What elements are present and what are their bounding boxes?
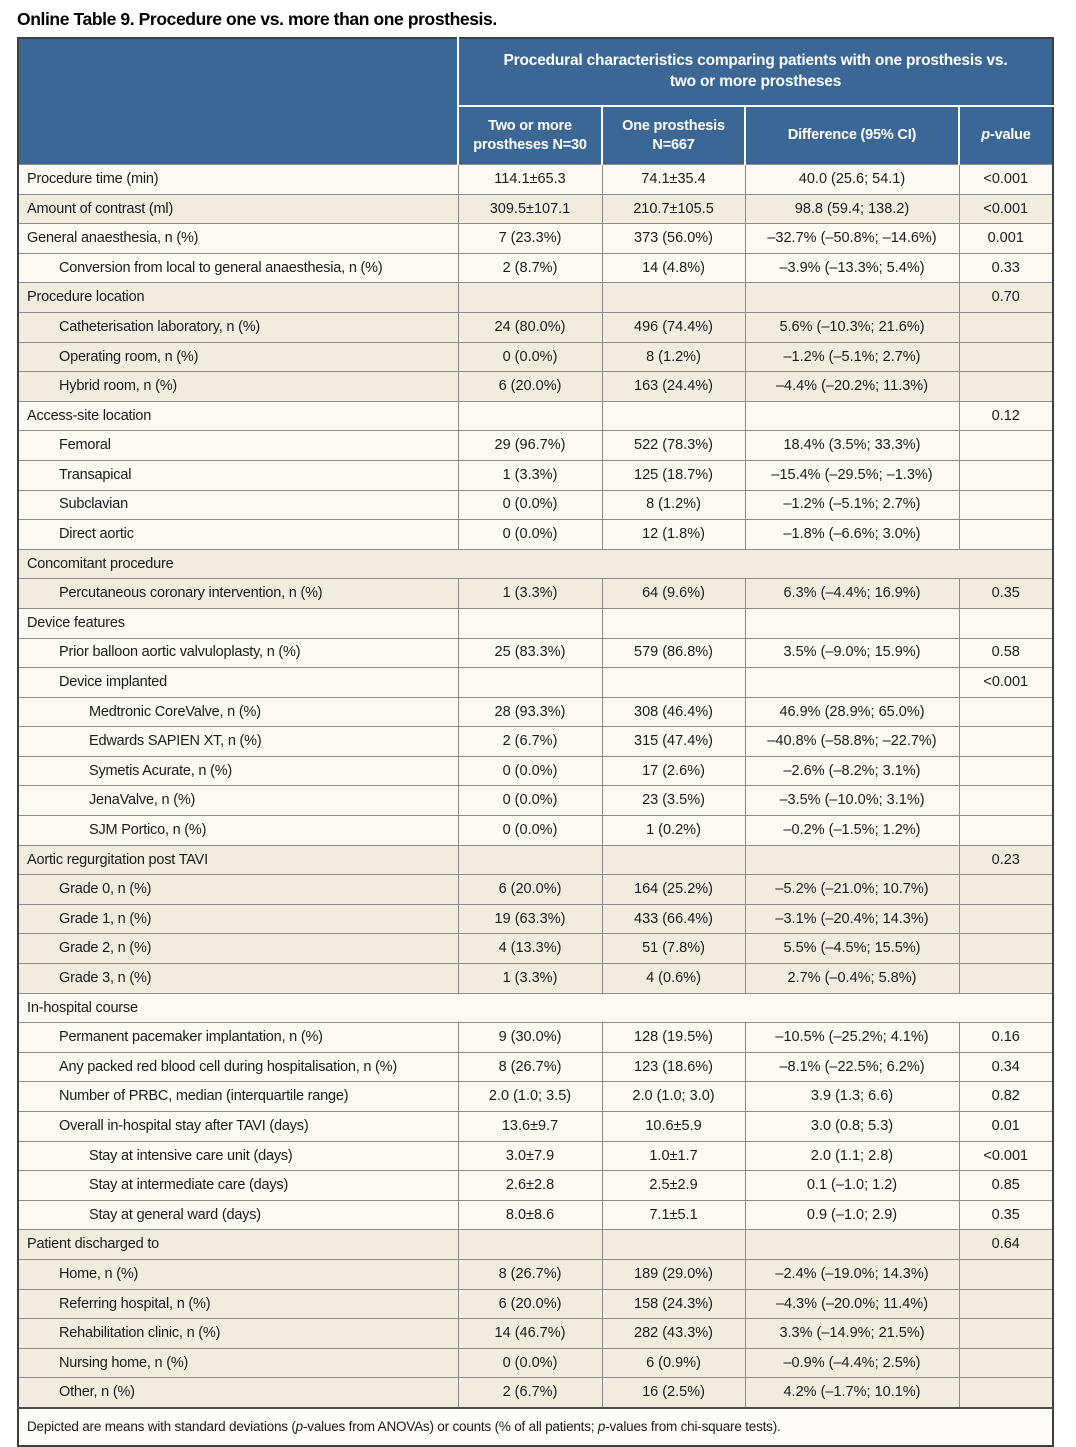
value-p: 0.82 xyxy=(959,1082,1053,1112)
value-one-prosthesis: 1.0±1.7 xyxy=(602,1141,745,1171)
value-p: <0.001 xyxy=(959,194,1053,224)
table-row xyxy=(18,875,1053,905)
value-one-prosthesis: 189 (29.0%) xyxy=(602,1259,745,1289)
value-difference: 5.5% (–4.5%; 15.5%) xyxy=(745,934,959,964)
value-p xyxy=(959,520,1053,550)
value-difference: 46.9% (28.9%; 65.0%) xyxy=(745,697,959,727)
value-one-prosthesis: 158 (24.3%) xyxy=(602,1289,745,1319)
value-one-prosthesis: 315 (47.4%) xyxy=(602,727,745,757)
value-difference: –15.4% (–29.5%; –1.3%) xyxy=(745,460,959,490)
footnote-row xyxy=(18,1408,1053,1446)
value-p: 0.12 xyxy=(959,401,1053,431)
value-difference xyxy=(745,845,959,875)
value-two-or-more: 14 (46.7%) xyxy=(458,1319,602,1349)
value-p xyxy=(959,964,1053,994)
value-two-or-more: 0 (0.0%) xyxy=(458,490,602,520)
table-row xyxy=(18,224,1053,254)
value-p xyxy=(959,342,1053,372)
value-p xyxy=(959,875,1053,905)
value-difference xyxy=(745,401,959,431)
value-p: 0.34 xyxy=(959,1052,1053,1082)
value-p: 0.85 xyxy=(959,1171,1053,1201)
table-row xyxy=(18,401,1053,431)
table-row xyxy=(18,1230,1053,1260)
value-difference: 0.9 (–1.0; 2.9) xyxy=(745,1200,959,1230)
table-row xyxy=(18,283,1053,313)
value-p xyxy=(959,1348,1053,1378)
value-two-or-more: 6 (20.0%) xyxy=(458,1289,602,1319)
value-one-prosthesis: 8 (1.2%) xyxy=(602,490,745,520)
value-one-prosthesis xyxy=(602,608,745,638)
row-label: Device implanted xyxy=(18,668,458,698)
value-two-or-more: 1 (3.3%) xyxy=(458,460,602,490)
value-two-or-more: 2.0 (1.0; 3.5) xyxy=(458,1082,602,1112)
value-difference: –10.5% (–25.2%; 4.1%) xyxy=(745,1023,959,1053)
table-row xyxy=(18,520,1053,550)
value-one-prosthesis: 6 (0.9%) xyxy=(602,1348,745,1378)
value-p xyxy=(959,727,1053,757)
row-label: Stay at intensive care unit (days) xyxy=(18,1141,458,1171)
value-p xyxy=(959,312,1053,342)
value-two-or-more xyxy=(458,608,602,638)
table-body xyxy=(18,165,1053,1408)
value-two-or-more: 2 (8.7%) xyxy=(458,253,602,283)
table-row xyxy=(18,1171,1053,1201)
row-label: Aortic regurgitation post TAVI xyxy=(18,845,458,875)
value-p: <0.001 xyxy=(959,1141,1053,1171)
value-p: 0.001 xyxy=(959,224,1053,254)
table-row xyxy=(18,934,1053,964)
value-difference: –4.4% (–20.2%; 11.3%) xyxy=(745,372,959,402)
row-label: Patient discharged to xyxy=(18,1230,458,1260)
value-two-or-more: 1 (3.3%) xyxy=(458,964,602,994)
table-row xyxy=(18,904,1053,934)
value-p: 0.58 xyxy=(959,638,1053,668)
value-one-prosthesis: 10.6±5.9 xyxy=(602,1112,745,1142)
value-one-prosthesis: 23 (3.5%) xyxy=(602,786,745,816)
row-label: Grade 3, n (%) xyxy=(18,964,458,994)
value-two-or-more: 25 (83.3%) xyxy=(458,638,602,668)
value-p xyxy=(959,460,1053,490)
table-row xyxy=(18,431,1053,461)
table-row xyxy=(18,608,1053,638)
value-p: 0.23 xyxy=(959,845,1053,875)
row-label: In-hospital course xyxy=(18,993,1053,1023)
table-row xyxy=(18,579,1053,609)
row-label: Hybrid room, n (%) xyxy=(18,372,458,402)
table-row xyxy=(18,756,1053,786)
table-row xyxy=(18,549,1053,579)
value-two-or-more xyxy=(458,668,602,698)
value-two-or-more: 8 (26.7%) xyxy=(458,1259,602,1289)
value-difference xyxy=(745,283,959,313)
value-two-or-more: 0 (0.0%) xyxy=(458,1348,602,1378)
row-label: Any packed red blood cell during hospitalisation, n (%) xyxy=(18,1052,458,1082)
value-one-prosthesis: 125 (18.7%) xyxy=(602,460,745,490)
document-page xyxy=(0,9,1076,1447)
value-two-or-more: 7 (23.3%) xyxy=(458,224,602,254)
value-two-or-more: 1 (3.3%) xyxy=(458,579,602,609)
value-difference: –4.3% (–20.0%; 11.4%) xyxy=(745,1289,959,1319)
value-difference: –1.2% (–5.1%; 2.7%) xyxy=(745,342,959,372)
table-row xyxy=(18,1378,1053,1408)
value-difference: 6.3% (–4.4%; 16.9%) xyxy=(745,579,959,609)
value-difference: 3.5% (–9.0%; 15.9%) xyxy=(745,638,959,668)
value-p: 0.35 xyxy=(959,579,1053,609)
value-two-or-more: 8 (26.7%) xyxy=(458,1052,602,1082)
value-one-prosthesis: 164 (25.2%) xyxy=(602,875,745,905)
value-difference: –5.2% (–21.0%; 10.7%) xyxy=(745,875,959,905)
col-header-p-value: p-value xyxy=(959,106,1053,165)
value-two-or-more: 309.5±107.1 xyxy=(458,194,602,224)
value-difference: 3.0 (0.8; 5.3) xyxy=(745,1112,959,1142)
value-two-or-more: 2 (6.7%) xyxy=(458,1378,602,1408)
value-difference: –1.8% (–6.6%; 3.0%) xyxy=(745,520,959,550)
value-two-or-more: 13.6±9.7 xyxy=(458,1112,602,1142)
table-row xyxy=(18,372,1053,402)
row-label: Percutaneous coronary intervention, n (%) xyxy=(18,579,458,609)
value-one-prosthesis: 4 (0.6%) xyxy=(602,964,745,994)
value-difference: 2.7% (–0.4%; 5.8%) xyxy=(745,964,959,994)
table-row xyxy=(18,786,1053,816)
value-one-prosthesis: 17 (2.6%) xyxy=(602,756,745,786)
row-label: Medtronic CoreValve, n (%) xyxy=(18,697,458,727)
value-one-prosthesis: 210.7±105.5 xyxy=(602,194,745,224)
row-label: Access-site location xyxy=(18,401,458,431)
value-two-or-more: 29 (96.7%) xyxy=(458,431,602,461)
value-one-prosthesis: 128 (19.5%) xyxy=(602,1023,745,1053)
value-one-prosthesis: 64 (9.6%) xyxy=(602,579,745,609)
table-row xyxy=(18,668,1053,698)
value-two-or-more: 6 (20.0%) xyxy=(458,875,602,905)
value-one-prosthesis xyxy=(602,668,745,698)
value-two-or-more: 28 (93.3%) xyxy=(458,697,602,727)
value-one-prosthesis: 433 (66.4%) xyxy=(602,904,745,934)
table-header xyxy=(18,38,1053,165)
table-row xyxy=(18,964,1053,994)
table-row xyxy=(18,1052,1053,1082)
value-difference: 3.9 (1.3; 6.6) xyxy=(745,1082,959,1112)
table-footnote: Depicted are means with standard deviations (p-values from ANOVAs) or counts (% of all patients; p-values from chi-square tests). xyxy=(18,1408,1053,1446)
page-title: Online Table 9. Procedure one vs. more than one prosthesis. xyxy=(17,9,497,29)
row-label: Stay at general ward (days) xyxy=(18,1200,458,1230)
value-difference: 4.2% (–1.7%; 10.1%) xyxy=(745,1378,959,1408)
col-header-two-or-more: Two or more prostheses N=30 xyxy=(458,106,602,165)
value-difference: –1.2% (–5.1%; 2.7%) xyxy=(745,490,959,520)
row-label: Rehabilitation clinic, n (%) xyxy=(18,1319,458,1349)
value-p xyxy=(959,786,1053,816)
value-one-prosthesis xyxy=(602,401,745,431)
group-header-row xyxy=(18,38,1053,106)
value-p xyxy=(959,756,1053,786)
row-label: General anaesthesia, n (%) xyxy=(18,224,458,254)
value-two-or-more: 0 (0.0%) xyxy=(458,816,602,846)
table-row xyxy=(18,845,1053,875)
value-difference: –32.7% (–50.8%; –14.6%) xyxy=(745,224,959,254)
value-two-or-more: 114.1±65.3 xyxy=(458,165,602,195)
value-one-prosthesis: 579 (86.8%) xyxy=(602,638,745,668)
value-difference: –3.5% (–10.0%; 3.1%) xyxy=(745,786,959,816)
table-row xyxy=(18,165,1053,195)
value-difference: 40.0 (25.6; 54.1) xyxy=(745,165,959,195)
row-label: Grade 0, n (%) xyxy=(18,875,458,905)
table-row xyxy=(18,1259,1053,1289)
value-difference: 0.1 (–1.0; 1.2) xyxy=(745,1171,959,1201)
row-label: Device features xyxy=(18,608,458,638)
value-p: <0.001 xyxy=(959,165,1053,195)
value-difference: 18.4% (3.5%; 33.3%) xyxy=(745,431,959,461)
table-row xyxy=(18,490,1053,520)
value-one-prosthesis: 51 (7.8%) xyxy=(602,934,745,964)
value-one-prosthesis: 373 (56.0%) xyxy=(602,224,745,254)
table-row xyxy=(18,993,1053,1023)
value-two-or-more: 4 (13.3%) xyxy=(458,934,602,964)
value-two-or-more: 9 (30.0%) xyxy=(458,1023,602,1053)
row-label: Stay at intermediate care (days) xyxy=(18,1171,458,1201)
value-two-or-more xyxy=(458,401,602,431)
table-row xyxy=(18,697,1053,727)
value-p xyxy=(959,816,1053,846)
value-two-or-more: 3.0±7.9 xyxy=(458,1141,602,1171)
value-difference: –3.1% (–20.4%; 14.3%) xyxy=(745,904,959,934)
value-two-or-more: 19 (63.3%) xyxy=(458,904,602,934)
col-header-one-prosthesis: One prosthesis N=667 xyxy=(602,106,745,165)
value-difference xyxy=(745,608,959,638)
value-p: <0.001 xyxy=(959,668,1053,698)
value-difference: 5.6% (–10.3%; 21.6%) xyxy=(745,312,959,342)
table-row xyxy=(18,727,1053,757)
value-difference: 2.0 (1.1; 2.8) xyxy=(745,1141,959,1171)
table-row xyxy=(18,1082,1053,1112)
row-label: Prior balloon aortic valvuloplasty, n (%) xyxy=(18,638,458,668)
row-label: Grade 2, n (%) xyxy=(18,934,458,964)
value-one-prosthesis: 2.5±2.9 xyxy=(602,1171,745,1201)
table-row xyxy=(18,1200,1053,1230)
value-two-or-more: 6 (20.0%) xyxy=(458,372,602,402)
value-two-or-more: 0 (0.0%) xyxy=(458,786,602,816)
value-p: 0.70 xyxy=(959,283,1053,313)
value-p xyxy=(959,372,1053,402)
value-p xyxy=(959,431,1053,461)
value-one-prosthesis: 7.1±5.1 xyxy=(602,1200,745,1230)
table-row xyxy=(18,253,1053,283)
row-label: Overall in-hospital stay after TAVI (days) xyxy=(18,1112,458,1142)
value-p: 0.16 xyxy=(959,1023,1053,1053)
value-p: 0.33 xyxy=(959,253,1053,283)
value-difference: 98.8 (59.4; 138.2) xyxy=(745,194,959,224)
value-one-prosthesis: 282 (43.3%) xyxy=(602,1319,745,1349)
value-p xyxy=(959,934,1053,964)
table-row xyxy=(18,312,1053,342)
value-one-prosthesis: 123 (18.6%) xyxy=(602,1052,745,1082)
table-row xyxy=(18,638,1053,668)
value-one-prosthesis: 308 (46.4%) xyxy=(602,697,745,727)
row-label: Amount of contrast (ml) xyxy=(18,194,458,224)
row-label: Referring hospital, n (%) xyxy=(18,1289,458,1319)
value-two-or-more xyxy=(458,1230,602,1260)
row-label: Subclavian xyxy=(18,490,458,520)
value-one-prosthesis xyxy=(602,283,745,313)
value-one-prosthesis: 163 (24.4%) xyxy=(602,372,745,402)
table-row xyxy=(18,460,1053,490)
table-row xyxy=(18,194,1053,224)
value-one-prosthesis: 16 (2.5%) xyxy=(602,1378,745,1408)
value-p xyxy=(959,1289,1053,1319)
value-one-prosthesis: 2.0 (1.0; 3.0) xyxy=(602,1082,745,1112)
value-p xyxy=(959,697,1053,727)
row-label: Conversion from local to general anaesthesia, n (%) xyxy=(18,253,458,283)
value-difference: –2.6% (–8.2%; 3.1%) xyxy=(745,756,959,786)
group-header: Procedural characteristics comparing patients with one prosthesis vs. two or more prostheses xyxy=(458,38,1053,106)
row-label: Permanent pacemaker implantation, n (%) xyxy=(18,1023,458,1053)
value-p xyxy=(959,490,1053,520)
col-header-difference: Difference (95% CI) xyxy=(745,106,959,165)
table-row xyxy=(18,1348,1053,1378)
table-row xyxy=(18,1289,1053,1319)
value-difference: –8.1% (–22.5%; 6.2%) xyxy=(745,1052,959,1082)
value-two-or-more: 0 (0.0%) xyxy=(458,342,602,372)
value-one-prosthesis: 8 (1.2%) xyxy=(602,342,745,372)
value-one-prosthesis: 1 (0.2%) xyxy=(602,816,745,846)
table-row xyxy=(18,1112,1053,1142)
value-difference: –0.9% (–4.4%; 2.5%) xyxy=(745,1348,959,1378)
value-p xyxy=(959,904,1053,934)
value-two-or-more: 2.6±2.8 xyxy=(458,1171,602,1201)
value-one-prosthesis: 522 (78.3%) xyxy=(602,431,745,461)
value-one-prosthesis xyxy=(602,845,745,875)
row-label: Femoral xyxy=(18,431,458,461)
value-two-or-more: 2 (6.7%) xyxy=(458,727,602,757)
procedure-comparison-table xyxy=(17,37,1054,1447)
value-one-prosthesis: 12 (1.8%) xyxy=(602,520,745,550)
value-p: 0.64 xyxy=(959,1230,1053,1260)
value-p xyxy=(959,608,1053,638)
value-difference: 3.3% (–14.9%; 21.5%) xyxy=(745,1319,959,1349)
row-label: Other, n (%) xyxy=(18,1378,458,1408)
value-p: 0.01 xyxy=(959,1112,1053,1142)
value-one-prosthesis: 74.1±35.4 xyxy=(602,165,745,195)
row-label: Symetis Acurate, n (%) xyxy=(18,756,458,786)
value-p xyxy=(959,1259,1053,1289)
value-two-or-more: 8.0±8.6 xyxy=(458,1200,602,1230)
table-row xyxy=(18,1023,1053,1053)
value-two-or-more: 24 (80.0%) xyxy=(458,312,602,342)
value-difference xyxy=(745,1230,959,1260)
row-label: Procedure location xyxy=(18,283,458,313)
corner-cell xyxy=(18,38,458,165)
value-difference: –3.9% (–13.3%; 5.4%) xyxy=(745,253,959,283)
row-label: Operating room, n (%) xyxy=(18,342,458,372)
value-one-prosthesis: 496 (74.4%) xyxy=(602,312,745,342)
table-footer xyxy=(18,1408,1053,1446)
table-row xyxy=(18,342,1053,372)
row-label: Grade 1, n (%) xyxy=(18,904,458,934)
value-one-prosthesis xyxy=(602,1230,745,1260)
row-label: Direct aortic xyxy=(18,520,458,550)
value-two-or-more: 0 (0.0%) xyxy=(458,756,602,786)
row-label: JenaValve, n (%) xyxy=(18,786,458,816)
row-label: Concomitant procedure xyxy=(18,549,1053,579)
row-label: SJM Portico, n (%) xyxy=(18,816,458,846)
value-difference: –40.8% (–58.8%; –22.7%) xyxy=(745,727,959,757)
row-label: Transapical xyxy=(18,460,458,490)
row-label: Edwards SAPIEN XT, n (%) xyxy=(18,727,458,757)
value-difference xyxy=(745,668,959,698)
table-row xyxy=(18,1319,1053,1349)
value-p: 0.35 xyxy=(959,1200,1053,1230)
row-label: Home, n (%) xyxy=(18,1259,458,1289)
value-two-or-more: 0 (0.0%) xyxy=(458,520,602,550)
value-one-prosthesis: 14 (4.8%) xyxy=(602,253,745,283)
table-row xyxy=(18,816,1053,846)
value-difference: –0.2% (–1.5%; 1.2%) xyxy=(745,816,959,846)
value-p xyxy=(959,1378,1053,1408)
value-two-or-more xyxy=(458,845,602,875)
row-label: Nursing home, n (%) xyxy=(18,1348,458,1378)
row-label: Number of PRBC, median (interquartile range) xyxy=(18,1082,458,1112)
row-label: Catheterisation laboratory, n (%) xyxy=(18,312,458,342)
value-p xyxy=(959,1319,1053,1349)
table-row xyxy=(18,1141,1053,1171)
row-label: Procedure time (min) xyxy=(18,165,458,195)
value-two-or-more xyxy=(458,283,602,313)
value-difference: –2.4% (–19.0%; 14.3%) xyxy=(745,1259,959,1289)
